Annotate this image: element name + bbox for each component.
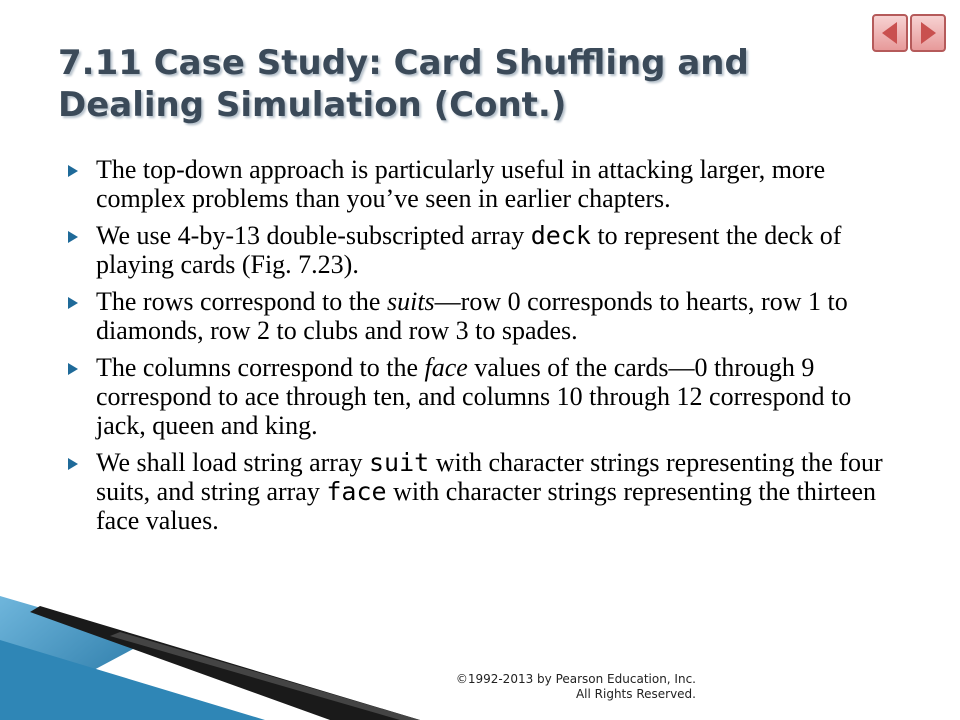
- bullet-text: We shall load string array: [96, 448, 369, 477]
- title-line-1: 7.11 Case Study: Card Shuffling and: [58, 43, 749, 83]
- triangle-right-icon: [68, 231, 78, 243]
- italic-suits: suits: [386, 287, 435, 316]
- bullet-text: with character strings representing the four suits, and string array: [96, 448, 883, 506]
- footer-line-1: ©1992-2013 by Pearson Education, Inc.: [455, 672, 696, 686]
- bullet-text: The columns correspond to the: [96, 353, 425, 382]
- title-line-2: Dealing Simulation (Cont.): [58, 85, 567, 125]
- bullet-text: to represent the deck of playing cards (Fig. 7.23).: [96, 221, 842, 279]
- copyright-footer: [430, 672, 696, 702]
- triangle-right-icon: [68, 165, 78, 177]
- bullet-item: [66, 221, 886, 279]
- arrow-left-icon: [874, 16, 906, 50]
- code-deck: deck: [530, 221, 591, 250]
- arrow-right-icon: [912, 16, 944, 50]
- triangle-right-icon: [68, 297, 78, 309]
- bullet-item: [66, 448, 886, 535]
- bullet-text: with character strings representing the thirteen face values.: [96, 477, 877, 535]
- slide-title: [58, 42, 858, 126]
- bullet-item: [66, 287, 886, 345]
- next-slide-button[interactable]: [910, 14, 946, 52]
- bullet-item: [66, 353, 886, 440]
- bullet-list: [66, 155, 886, 543]
- footer-line-2: All Rights Reserved.: [575, 687, 696, 701]
- bullet-text: values of the cards—0 through 9 correspond to ace through ten, and columns 10 through 12 correspond to jack, queen and king.: [96, 353, 852, 440]
- italic-face: face: [424, 353, 468, 382]
- code-suit: suit: [369, 448, 430, 477]
- triangle-right-icon: [68, 363, 78, 375]
- bullet-text: The rows correspond to the: [96, 287, 387, 316]
- previous-slide-button[interactable]: [872, 14, 908, 52]
- code-face: face: [326, 477, 387, 506]
- bullet-text: The top-down approach is particularly useful in attacking larger, more complex problems than you’ve seen in earlier chapters.: [96, 155, 826, 213]
- bullet-text: —row 0 corresponds to hearts, row 1 to diamonds, row 2 to clubs and row 3 to spades.: [96, 287, 848, 345]
- bullet-item: [66, 155, 886, 213]
- bullet-text: We use 4-by-13 double-subscripted array: [96, 221, 531, 250]
- triangle-right-icon: [68, 458, 78, 470]
